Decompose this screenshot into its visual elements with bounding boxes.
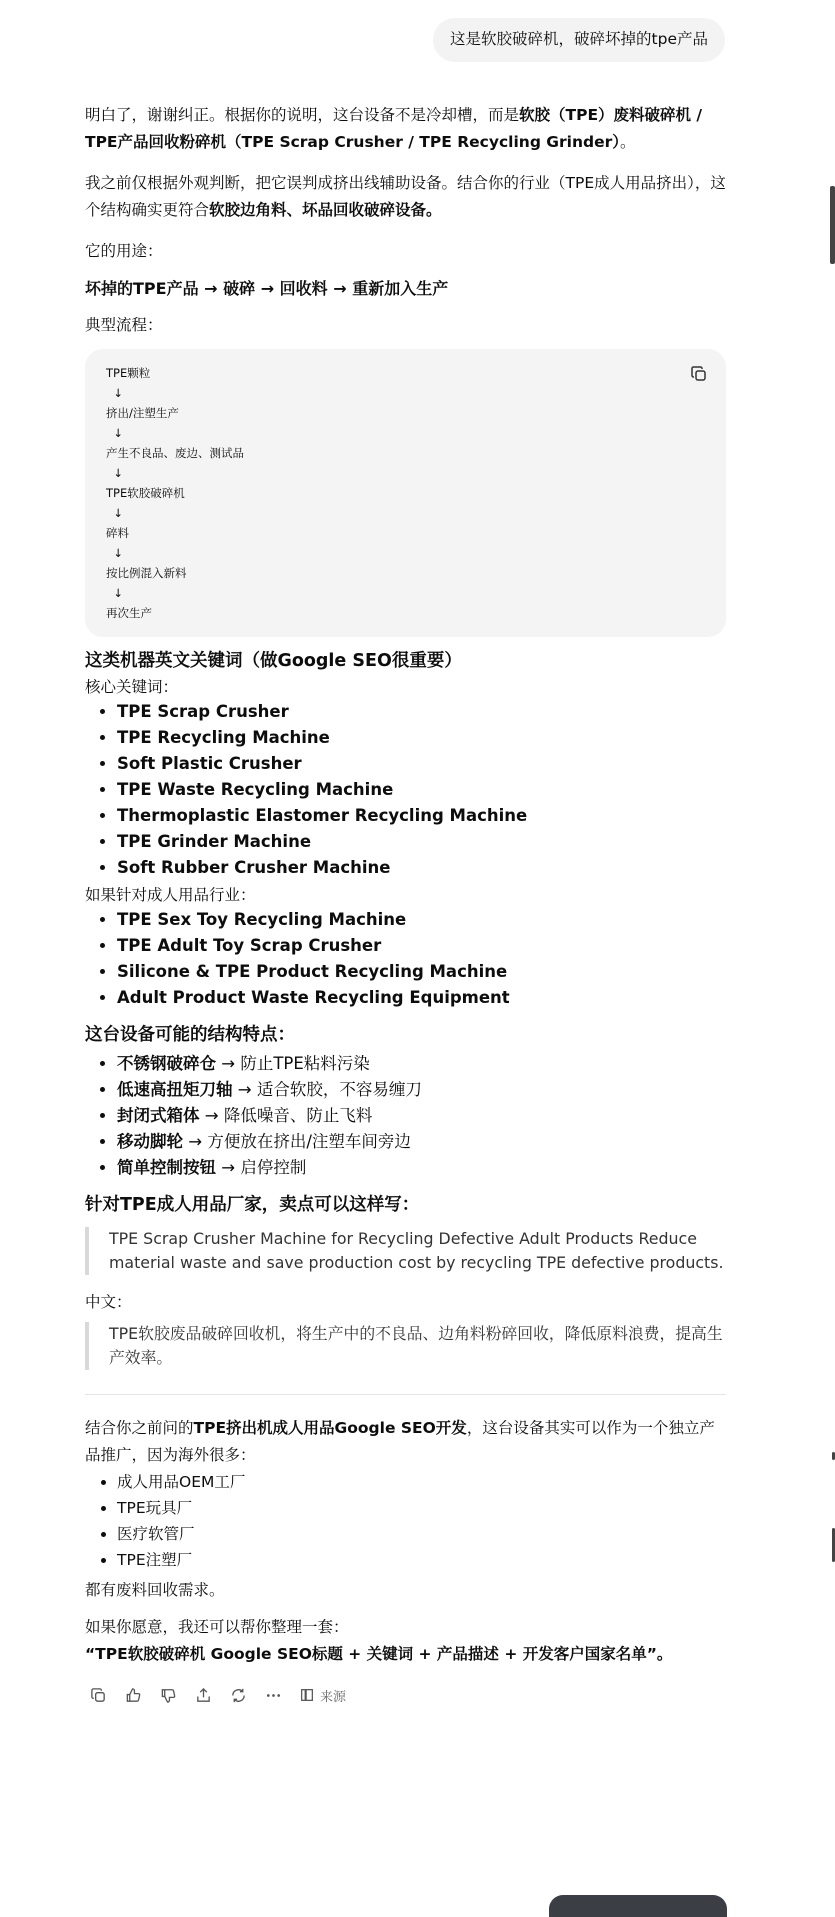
image-preview-thumbnail[interactable]: [549, 1895, 727, 1917]
list-item: • TPE Adult Toy Scrap Crusher: [117, 933, 726, 959]
code-line: 再次生产: [106, 606, 152, 620]
feature-name: 封闭式箱体: [117, 1106, 200, 1125]
code-line: 产生不良品、废边、测试品: [106, 446, 244, 460]
code-line: ↓: [106, 506, 123, 520]
feature-name: 不锈钢破碎仓: [117, 1054, 216, 1073]
intro-paragraph: [85, 102, 726, 156]
factory-list: [85, 1469, 726, 1573]
code-line: ↓: [106, 386, 123, 400]
chinese-label: 中文：: [85, 1293, 132, 1311]
feature-desc: → 方便放在挤出/注塑车间旁边: [183, 1132, 411, 1151]
code-line: TPE软胶破碎机: [106, 486, 185, 500]
process-code-block: [85, 349, 726, 637]
features-heading: 这台设备可能的结构特点：: [85, 1025, 295, 1045]
copy-icon: [90, 1687, 107, 1704]
intro-end: 。: [620, 133, 636, 151]
feature-desc: → 适合软胶，不容易缠刀: [232, 1080, 422, 1099]
scrollbar-thumb[interactable]: [830, 186, 835, 264]
code-line: 挤出/注塑生产: [106, 406, 179, 420]
feature-name: 移动脚轮: [117, 1132, 183, 1151]
share-icon: [195, 1687, 212, 1704]
list-item: • TPE Sex Toy Recycling Machine: [117, 907, 726, 933]
code-line: ↓: [106, 546, 123, 560]
list-item: • Soft Plastic Crusher: [117, 751, 726, 777]
regenerate-button[interactable]: [225, 1682, 251, 1708]
thumbs-up-button[interactable]: [120, 1682, 146, 1708]
feature-desc: → 防止TPE粘料污染: [216, 1054, 370, 1073]
correction-text: 我之前仅根据外观判断，把它误判成挤出线辅助设备。结合你的行业（TPE成人用品挤出），这个结构确实更符合: [85, 174, 726, 219]
sources-button[interactable]: [295, 1686, 350, 1705]
typical-flow-label: 典型流程：: [85, 316, 163, 334]
thumbs-down-button[interactable]: [155, 1682, 181, 1708]
closing-end: ，这台设备其实可以作为一个独立产品推广，因为海外很多：: [85, 1419, 715, 1464]
adult-keywords-label: 如果针对成人用品行业：: [85, 886, 256, 904]
share-button[interactable]: [190, 1682, 216, 1708]
intro-text: 明白了，谢谢纠正。根据你的说明，这台设备不是冷却槽，而是: [85, 106, 520, 124]
feature-item: [117, 1051, 726, 1077]
code-line: TPE颗粒: [106, 366, 151, 380]
more-button[interactable]: [260, 1682, 286, 1708]
core-keywords-label: 核心关键词：: [85, 678, 179, 696]
intro-emphasis: 软胶（TPE）废料破碎机 / TPE产品回收粉碎机（TPE Scrap Crusher / TPE Recycling Grinder）: [85, 106, 703, 151]
adult-keywords-list: [85, 907, 726, 1011]
correction-paragraph: [85, 170, 726, 224]
message-actions: [85, 1682, 726, 1708]
list-item: • 医疗软管厂: [117, 1521, 726, 1547]
offer-emphasis: [85, 1641, 726, 1668]
feature-item: [117, 1103, 726, 1129]
book-icon: [299, 1687, 315, 1703]
feature-name: 低速高扭矩刀轴: [117, 1080, 233, 1099]
list-item: • Soft Rubber Crusher Machine: [117, 855, 726, 881]
code-lines: [106, 363, 706, 623]
demand-text: 都有废料回收需求。: [85, 1581, 225, 1599]
feature-item: [117, 1077, 726, 1103]
code-line: 按比例混入新料: [106, 566, 187, 580]
english-quote: TPE Scrap Crusher Machine for Recycling Defective Adult Products Reduce material waste and save production cost by recycling TPE defective products.: [85, 1227, 726, 1275]
code-line: ↓: [106, 426, 123, 440]
list-item: • 成人用品OEM工厂: [117, 1469, 726, 1495]
list-item: • TPE Grinder Machine: [117, 829, 726, 855]
selling-points-heading: 针对TPE成人用品厂家，卖点可以这样写：: [85, 1195, 420, 1215]
feature-desc: → 启停控制: [216, 1158, 307, 1177]
assistant-response: [85, 102, 726, 1708]
copy-button[interactable]: [85, 1682, 111, 1708]
code-line: 碎料: [106, 526, 129, 540]
thumbs-down-icon: [160, 1687, 177, 1704]
sources-label: 来源: [320, 1689, 347, 1705]
list-item: • Silicone & TPE Product Recycling Machine: [117, 959, 726, 985]
more-icon: [265, 1687, 282, 1704]
code-line: ↓: [106, 586, 123, 600]
user-message-bubble: 这是软胶破碎机，破碎坏掉的tpe产品: [433, 18, 725, 62]
feature-item: [117, 1129, 726, 1155]
list-item: • TPE Scrap Crusher: [117, 699, 726, 725]
thumbs-up-icon: [125, 1687, 142, 1704]
feature-desc: → 降低噪音、防止飞料: [199, 1106, 373, 1125]
closing-text: 结合你之前问的: [85, 1419, 194, 1437]
offer-text: 如果你愿意，我还可以帮你整理一套：: [85, 1618, 349, 1636]
code-line: ↓: [106, 466, 123, 480]
closing-emphasis: TPE挤出机成人用品Google SEO开发: [193, 1419, 467, 1437]
regenerate-icon: [230, 1687, 247, 1704]
core-keywords-list: [85, 699, 726, 881]
features-list: [85, 1051, 726, 1181]
keywords-heading: 这类机器英文关键词（做Google SEO很重要）: [85, 651, 462, 671]
list-item: • TPE注塑厂: [117, 1547, 726, 1573]
usage-label: 它的用途：: [85, 242, 163, 260]
list-item: • TPE Recycling Machine: [117, 725, 726, 751]
list-item: • TPE玩具厂: [117, 1495, 726, 1521]
list-item: • TPE Waste Recycling Machine: [117, 777, 726, 803]
feature-item: [117, 1155, 726, 1181]
copy-code-icon[interactable]: [690, 365, 708, 383]
divider: [85, 1394, 726, 1395]
list-item: • Adult Product Waste Recycling Equipment: [117, 985, 726, 1011]
closing-paragraph: [85, 1415, 726, 1469]
list-item: • Thermoplastic Elastomer Recycling Machine: [117, 803, 726, 829]
correction-emphasis: 软胶边角料、坏品回收破碎设备。: [209, 201, 442, 219]
usage-flow: 坏掉的TPE产品 → 破碎 → 回收料 → 重新加入生产: [85, 279, 449, 298]
offer-bold: “TPE软胶破碎机 Google SEO标题 + 关键词 + 产品描述 + 开发客户国家名单”。: [85, 1645, 673, 1663]
chinese-quote: TPE软胶废品破碎回收机，将生产中的不良品、边角料粉碎回收，降低原料浪费，提高生产效率。: [85, 1322, 726, 1370]
feature-name: 简单控制按钮: [117, 1158, 216, 1177]
